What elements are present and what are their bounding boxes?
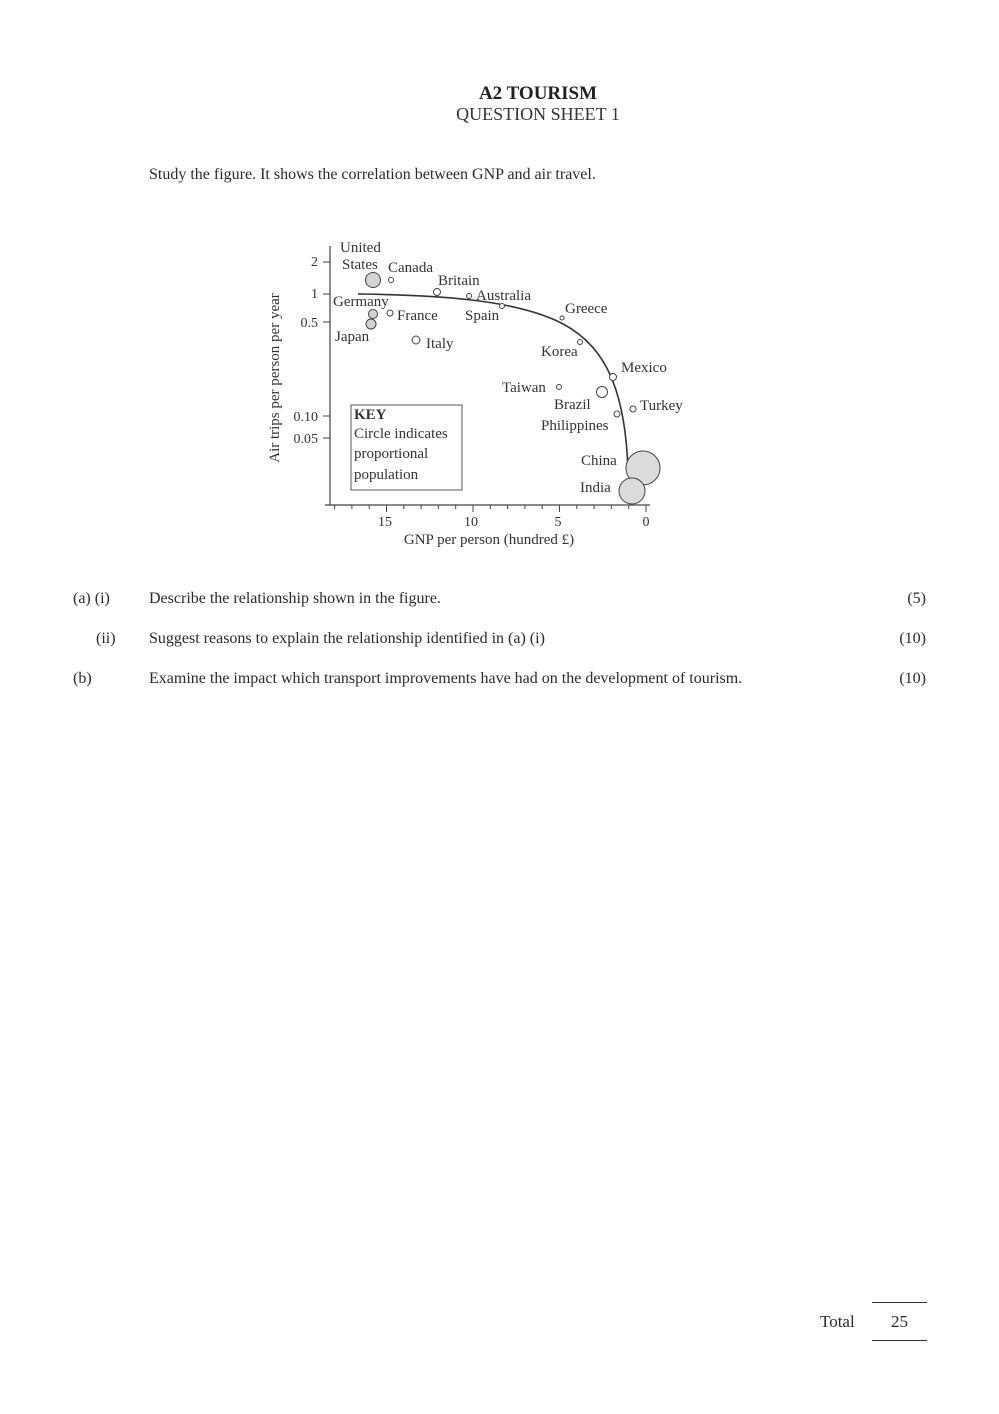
label-united-states-line1: United bbox=[340, 240, 381, 256]
question-a-ii-text: Suggest reasons to explain the relationship identified in (a) (i) bbox=[149, 630, 545, 647]
label-china: China bbox=[581, 453, 617, 469]
y-tick-label: 2 bbox=[311, 255, 318, 270]
x-tick-label: 15 bbox=[378, 515, 392, 530]
x-tick-label: 0 bbox=[642, 515, 650, 530]
label-australia: Australia bbox=[476, 288, 531, 304]
point-philippines bbox=[614, 411, 620, 417]
intro-text: Study the figure. It shows the correlation between GNP and air travel. bbox=[149, 166, 596, 183]
point-britain bbox=[434, 289, 441, 296]
legend-line: Circle indicates bbox=[354, 426, 448, 442]
label-italy: Italy bbox=[426, 336, 454, 352]
label-philippines: Philippines bbox=[541, 418, 609, 434]
point-brazil bbox=[597, 387, 608, 398]
y-tick-label: 0.05 bbox=[293, 432, 318, 447]
question-b-label: (b) bbox=[73, 670, 92, 687]
point-germany bbox=[369, 310, 378, 319]
point-canada bbox=[389, 278, 394, 283]
total-value: 25 bbox=[891, 1312, 908, 1331]
question-b-text: Examine the impact which transport improvements have had on the development of tourism. bbox=[149, 670, 743, 687]
question-a-i-label: (a) (i) bbox=[73, 590, 110, 607]
point-japan bbox=[366, 319, 376, 329]
question-a-ii-marks: (10) bbox=[899, 630, 926, 647]
question-b-marks: (10) bbox=[899, 670, 926, 687]
y-tick-label: 0.5 bbox=[300, 316, 318, 331]
point-mexico bbox=[610, 374, 617, 381]
label-britain: Britain bbox=[438, 273, 480, 289]
total-rule-top bbox=[872, 1302, 927, 1303]
gnp-air-travel-chart bbox=[0, 0, 999, 570]
y-tick-label: 1 bbox=[311, 287, 318, 302]
point-taiwan bbox=[557, 385, 562, 390]
label-korea: Korea bbox=[541, 344, 578, 360]
label-turkey: Turkey bbox=[640, 398, 683, 414]
label-germany: Germany bbox=[333, 294, 389, 310]
label-taiwan: Taiwan bbox=[502, 380, 546, 396]
label-india: India bbox=[580, 480, 611, 496]
label-france: France bbox=[397, 308, 438, 324]
label-united-states-line2: States bbox=[342, 257, 378, 273]
x-tick-label: 5 bbox=[554, 515, 562, 530]
label-greece: Greece bbox=[565, 301, 608, 317]
label-mexico: Mexico bbox=[621, 360, 667, 376]
x-axis-title: GNP per person (hundred £) bbox=[403, 532, 575, 548]
y-axis-title: Air trips per person per year bbox=[267, 293, 283, 463]
legend-line: proportional bbox=[354, 446, 429, 462]
point-united-states bbox=[366, 273, 381, 288]
y-tick-label: 0.10 bbox=[293, 410, 318, 425]
point-france bbox=[387, 310, 393, 316]
legend-line: population bbox=[354, 467, 419, 483]
page-subtitle: QUESTION SHEET 1 bbox=[456, 104, 620, 124]
label-brazil: Brazil bbox=[554, 397, 591, 413]
x-tick-label: 10 bbox=[464, 515, 478, 530]
page-title: A2 TOURISM bbox=[478, 83, 598, 104]
question-a-ii-label: (ii) bbox=[96, 630, 116, 647]
label-japan: Japan bbox=[335, 329, 370, 345]
x-ticks bbox=[335, 505, 646, 512]
point-greece bbox=[560, 316, 564, 320]
point-india bbox=[619, 478, 645, 504]
point-turkey bbox=[630, 406, 636, 412]
total-label: Total bbox=[820, 1312, 855, 1331]
question-a-i-marks: (5) bbox=[907, 590, 926, 607]
total-rule-bottom bbox=[872, 1340, 927, 1341]
point-australia bbox=[467, 294, 472, 299]
point-italy bbox=[412, 336, 420, 344]
label-canada: Canada bbox=[388, 260, 433, 276]
label-spain: Spain bbox=[465, 308, 500, 324]
point-spain bbox=[500, 304, 505, 309]
question-a-i-text: Describe the relationship shown in the figure. bbox=[149, 590, 441, 607]
point-korea bbox=[578, 340, 583, 345]
legend-heading: KEY bbox=[354, 407, 387, 423]
